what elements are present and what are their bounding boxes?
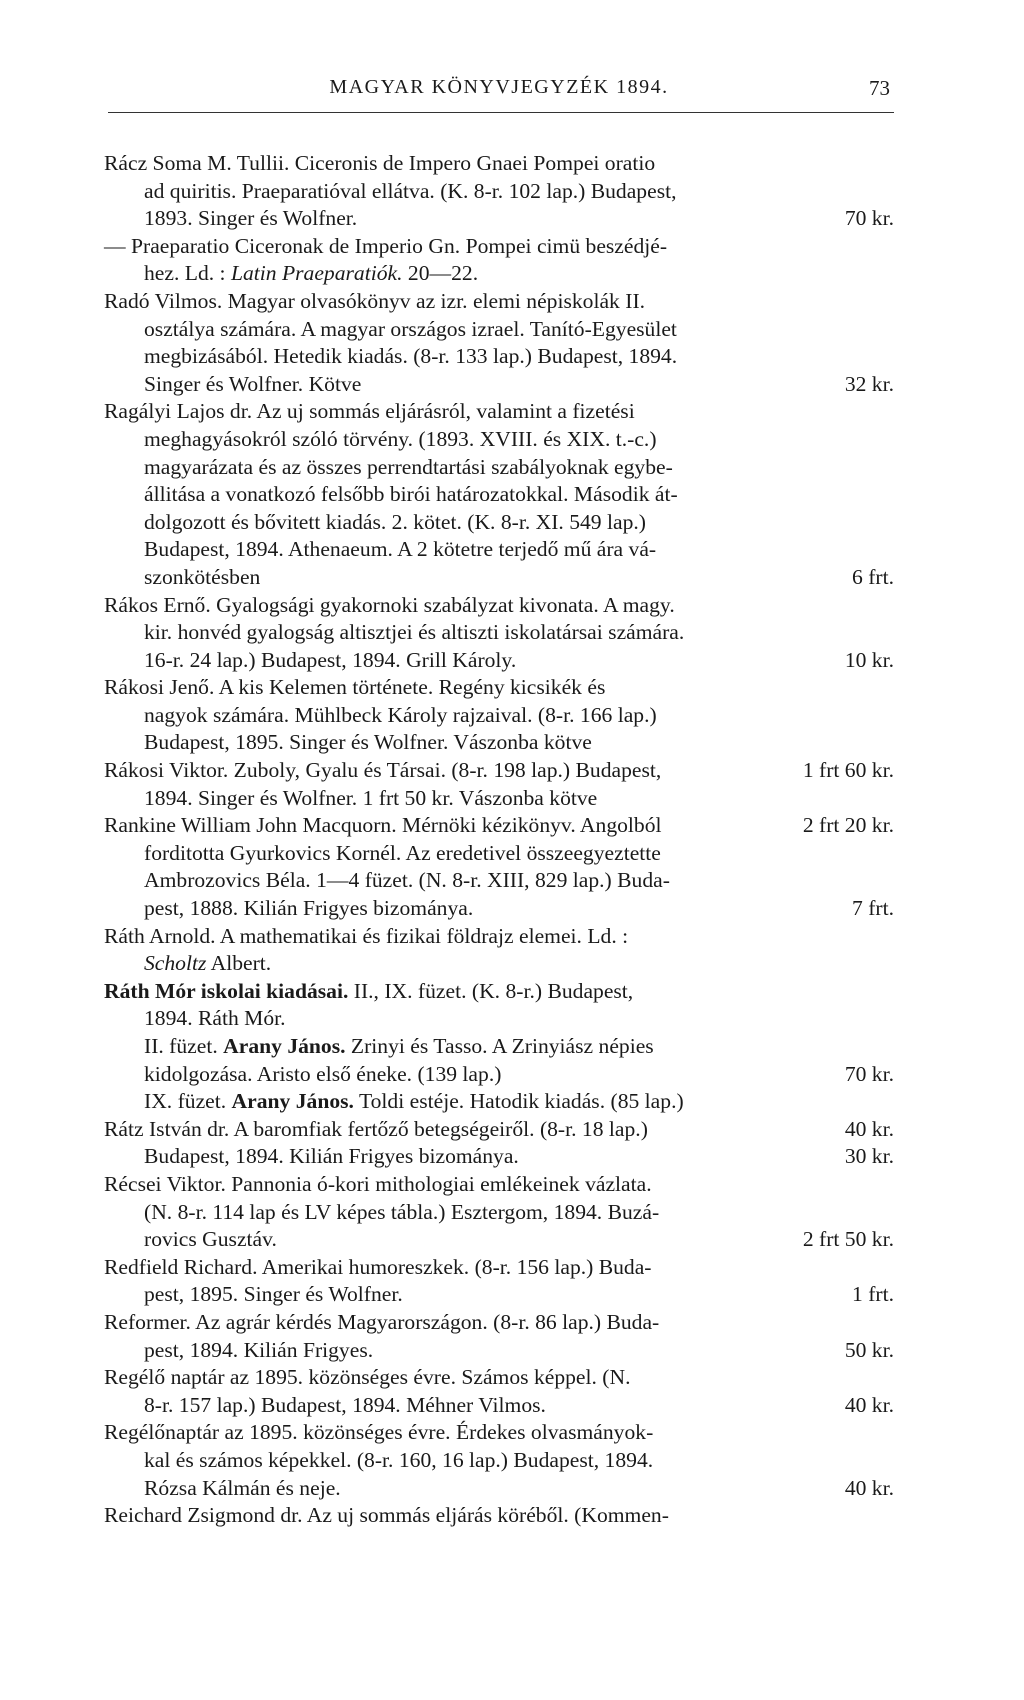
line-text: 1894. Ráth Mór. xyxy=(144,1006,286,1031)
catalog-line xyxy=(104,288,894,316)
line-text: II. füzet. xyxy=(144,1034,224,1058)
catalog-line xyxy=(104,205,894,233)
line-text: szonkötésben xyxy=(144,564,261,589)
catalog-line xyxy=(104,1226,894,1254)
catalog-line xyxy=(104,978,894,1006)
price-label: 32 kr. xyxy=(844,371,894,396)
line-text: Magyar olvasókönyv az izr. elemi népiskolák II. xyxy=(222,288,646,313)
catalog-line xyxy=(104,426,894,454)
line-text: kal és számos képekkel. (8-r. 160, 16 lap.) Budapest, 1894. xyxy=(144,1447,654,1472)
line-text: Pannonia ó-kori mithologiai emlékeinek vázlata. xyxy=(225,1171,652,1196)
line-text: Budapest, 1895. Singer és Wolfner. Vászonba kötve xyxy=(144,730,592,755)
catalog-line xyxy=(104,592,894,620)
line-text: 8-r. 157 lap.) Budapest, 1894. Méhner Vilmos. xyxy=(144,1392,546,1417)
catalog-line xyxy=(104,260,894,288)
price-label: 2 frt 50 kr. xyxy=(802,1227,894,1252)
catalog-line xyxy=(104,509,894,537)
line-text: megbizásából. Hetedik kiadás. (8-r. 133 lap.) Budapest, 1894. xyxy=(144,344,678,369)
line-text: Az agrár kérdés Magyarországon. (8-r. 86 lap.) Buda- xyxy=(190,1309,660,1334)
line-text: Zuboly, Gyalu és Társai. (8-r. 198 lap.) Budapest, xyxy=(228,758,662,783)
price-label: 1 frt 60 kr. xyxy=(802,758,894,783)
catalog-line xyxy=(104,1392,894,1420)
line-text: 16-r. 24 lap.) Budapest, 1894. Grill Károly. xyxy=(144,647,517,672)
line-text: ad quiritis. Praeparatióval ellátva. (K. 8-r. 102 lap.) Budapest, xyxy=(144,178,677,203)
catalog-line xyxy=(104,895,894,923)
price-label: 6 frt. xyxy=(852,564,894,589)
line-text: dolgozott és bővitett kiadás. 2. kötet. (K. 8-r. XI. 549 lap.) xyxy=(144,509,646,534)
catalog-line xyxy=(104,1475,894,1503)
line-text: A mathematikai és fizikai földrajz elemei. Ld. : xyxy=(215,923,629,948)
line-text: kidolgozása. Aristo első éneke. (139 lap.) xyxy=(144,1061,502,1086)
catalog-line xyxy=(104,729,894,757)
line-text: Récsei Viktor. xyxy=(104,1171,226,1196)
line-text: Rácz Soma M. Tullii. Ciceronis de Impero Gnaei Pompei oratio xyxy=(104,151,656,175)
line-text: Rátz István dr. xyxy=(104,1116,230,1141)
line-text: 20—22. xyxy=(402,261,479,286)
line-text: Singer és Wolfner. Kötve xyxy=(144,371,362,396)
line-text: Ráth Mór iskolai kiadásai. xyxy=(104,978,349,1003)
line-text: pest, 1888. Kilián Frigyes bizománya. xyxy=(144,896,474,921)
catalog-line xyxy=(104,840,894,868)
line-text: Budapest, 1894. Kilián Frigyes bizománya. xyxy=(144,1144,519,1169)
catalog-line xyxy=(104,1005,894,1033)
line-text: Amerikai humoreszkek. (8-r. 156 lap.) Buda- xyxy=(257,1254,652,1279)
line-text: Rózsa Kálmán és neje. xyxy=(144,1475,341,1500)
line-text: kir. honvéd gyalogság altisztjei és altiszti iskolatársai számára. xyxy=(144,620,685,645)
line-text: Toldi estéje. Hatodik kiadás. (85 lap.) xyxy=(353,1089,684,1114)
line-text: Redfield Richard. xyxy=(104,1254,258,1279)
catalog-line xyxy=(104,481,894,509)
header-rule xyxy=(108,112,894,113)
page-number: 73 xyxy=(869,76,890,100)
catalog-line xyxy=(104,812,894,840)
catalog-line xyxy=(104,757,894,785)
price-label: 1 frt. xyxy=(852,1282,894,1307)
catalog-line xyxy=(104,233,894,261)
line-text: A kis Kelemen története. Regény kicsikék és xyxy=(214,675,606,700)
line-text: nagyok számára. Mühlbeck Károly rajzaival. (8-r. 166 lap.) xyxy=(144,702,657,727)
running-title: MAGYAR KÖNYVJEGYZÉK 1894. xyxy=(329,76,669,98)
catalog-line xyxy=(104,1061,894,1089)
price-label: 10 kr. xyxy=(844,647,894,672)
line-text: meghagyásokról szóló törvény. (1893. XVIII. és XIX. t.-c.) xyxy=(144,426,657,451)
catalog-line xyxy=(104,1337,894,1365)
catalog-line xyxy=(104,923,894,951)
line-text: magyarázata és az összes perrendtartási szabályoknak egybe- xyxy=(144,454,673,479)
catalog-line xyxy=(104,1309,894,1337)
line-text: Arany János. xyxy=(231,1089,354,1114)
line-text: állitása a vonatkozó felsőbb birói határozatokkal. Második át- xyxy=(144,482,678,507)
line-text: Gyalogsági gyakornoki szabályzat kivonata. A magy. xyxy=(210,592,675,617)
line-text: rovics Gusztáv. xyxy=(144,1227,277,1252)
catalog-body xyxy=(104,150,894,1530)
line-text: Rákosi Viktor. xyxy=(104,758,229,783)
line-text: Rákosi Jenő. xyxy=(104,675,215,700)
catalog-line xyxy=(104,867,894,895)
price-label: 40 kr. xyxy=(844,1116,894,1141)
line-text: IX. füzet. xyxy=(144,1089,232,1114)
catalog-line xyxy=(104,1419,894,1447)
catalog-line xyxy=(104,398,894,426)
catalog-line xyxy=(104,178,894,206)
line-text: 1894. Singer és Wolfner. 1 frt 50 kr. Vászonba kötve xyxy=(144,785,598,810)
catalog-line xyxy=(104,1254,894,1282)
price-label: 7 frt. xyxy=(852,896,894,921)
line-text: Albert. xyxy=(206,951,272,976)
catalog-line xyxy=(104,1116,894,1144)
line-text: osztálya számára. A magyar országos izrael. Tanító-Egyesület xyxy=(144,316,677,341)
catalog-line xyxy=(104,785,894,813)
line-text: Latin Praeparatiók. xyxy=(230,261,403,286)
catalog-line xyxy=(104,1199,894,1227)
catalog-line xyxy=(104,1088,894,1116)
price-label: 70 kr. xyxy=(844,1061,894,1086)
catalog-line xyxy=(104,1502,894,1530)
catalog-line xyxy=(104,150,894,178)
line-text: Az uj sommás eljárás köréből. (Kommen- xyxy=(302,1503,669,1528)
price-label: 2 frt 20 kr. xyxy=(802,813,894,838)
catalog-line xyxy=(104,1171,894,1199)
catalog-line xyxy=(104,316,894,344)
line-text: Ambrozovics Béla. 1—4 füzet. (N. 8-r. XIII, 829 lap.) Buda- xyxy=(144,868,670,893)
catalog-line xyxy=(104,1364,894,1392)
catalog-line xyxy=(104,343,894,371)
line-text: Scholtz xyxy=(144,951,207,976)
line-text: Budapest, 1894. Athenaeum. A 2 kötetre terjedő mű ára vá- xyxy=(144,537,657,562)
running-header xyxy=(108,76,890,108)
catalog-line xyxy=(104,647,894,675)
price-label: 50 kr. xyxy=(844,1337,894,1362)
catalog-line xyxy=(104,1447,894,1475)
catalog-line xyxy=(104,371,894,399)
catalog-line xyxy=(104,674,894,702)
price-label: 70 kr. xyxy=(844,206,894,231)
line-text: (N. 8-r. 114 lap és LV képes tábla.) Esztergom, 1894. Buzá- xyxy=(144,1199,660,1224)
catalog-line xyxy=(104,950,894,978)
line-text: Arany János. xyxy=(223,1034,346,1058)
price-label: 40 kr. xyxy=(844,1475,894,1500)
line-text: Mérnöki kézikönyv. Angolból xyxy=(396,813,662,838)
line-text: pest, 1895. Singer és Wolfner. xyxy=(144,1282,403,1307)
price-label: 30 kr. xyxy=(844,1144,894,1169)
line-text: Reichard Zsigmond dr. xyxy=(104,1503,303,1528)
line-text: Rákos Ernő. xyxy=(104,592,211,617)
price-label: 40 kr. xyxy=(844,1392,894,1417)
catalog-line xyxy=(104,454,894,482)
line-text: Rankine William John Macquorn. xyxy=(104,813,397,838)
line-text: hez. Ld. : xyxy=(144,261,231,286)
catalog-line xyxy=(104,564,894,592)
line-text: Zrinyi és Tasso. A Zrinyiász népies xyxy=(345,1034,654,1058)
line-text: pest, 1894. Kilián Frigyes. xyxy=(144,1337,374,1362)
catalog-line xyxy=(104,1033,894,1061)
line-text: — Praeparatio Ciceronak de Imperio Gn. Pompei cimü beszédjé- xyxy=(104,233,668,258)
line-text: Radó Vilmos. xyxy=(104,288,223,313)
line-text: A baromfiak fertőző betegségeiről. (8-r. 18 lap.) xyxy=(229,1116,648,1141)
line-text: az 1895. közönséges évre. Érdekes olvasmányok- xyxy=(219,1420,654,1445)
catalog-line xyxy=(104,1281,894,1309)
line-text: az 1895. közönséges évre. Számos képpel. (N. xyxy=(224,1365,631,1390)
line-text: Reformer. xyxy=(104,1309,191,1334)
line-text: forditotta Gyurkovics Kornél. Az eredetivel összeegyeztette xyxy=(144,840,661,865)
line-text: II., IX. füzet. (K. 8-r.) Budapest, xyxy=(348,978,634,1003)
catalog-line xyxy=(104,619,894,647)
catalog-line xyxy=(104,702,894,730)
line-text: Ragályi Lajos dr. xyxy=(104,399,253,424)
line-text: Regélőnaptár xyxy=(104,1420,220,1445)
line-text: Ráth Arnold. xyxy=(104,923,216,948)
line-text: Az uj sommás eljárásról, valamint a fizetési xyxy=(252,399,635,424)
line-text: Regélő naptár xyxy=(104,1365,225,1390)
catalog-line xyxy=(104,536,894,564)
line-text: 1893. Singer és Wolfner. xyxy=(144,206,358,231)
catalog-line xyxy=(104,1143,894,1171)
